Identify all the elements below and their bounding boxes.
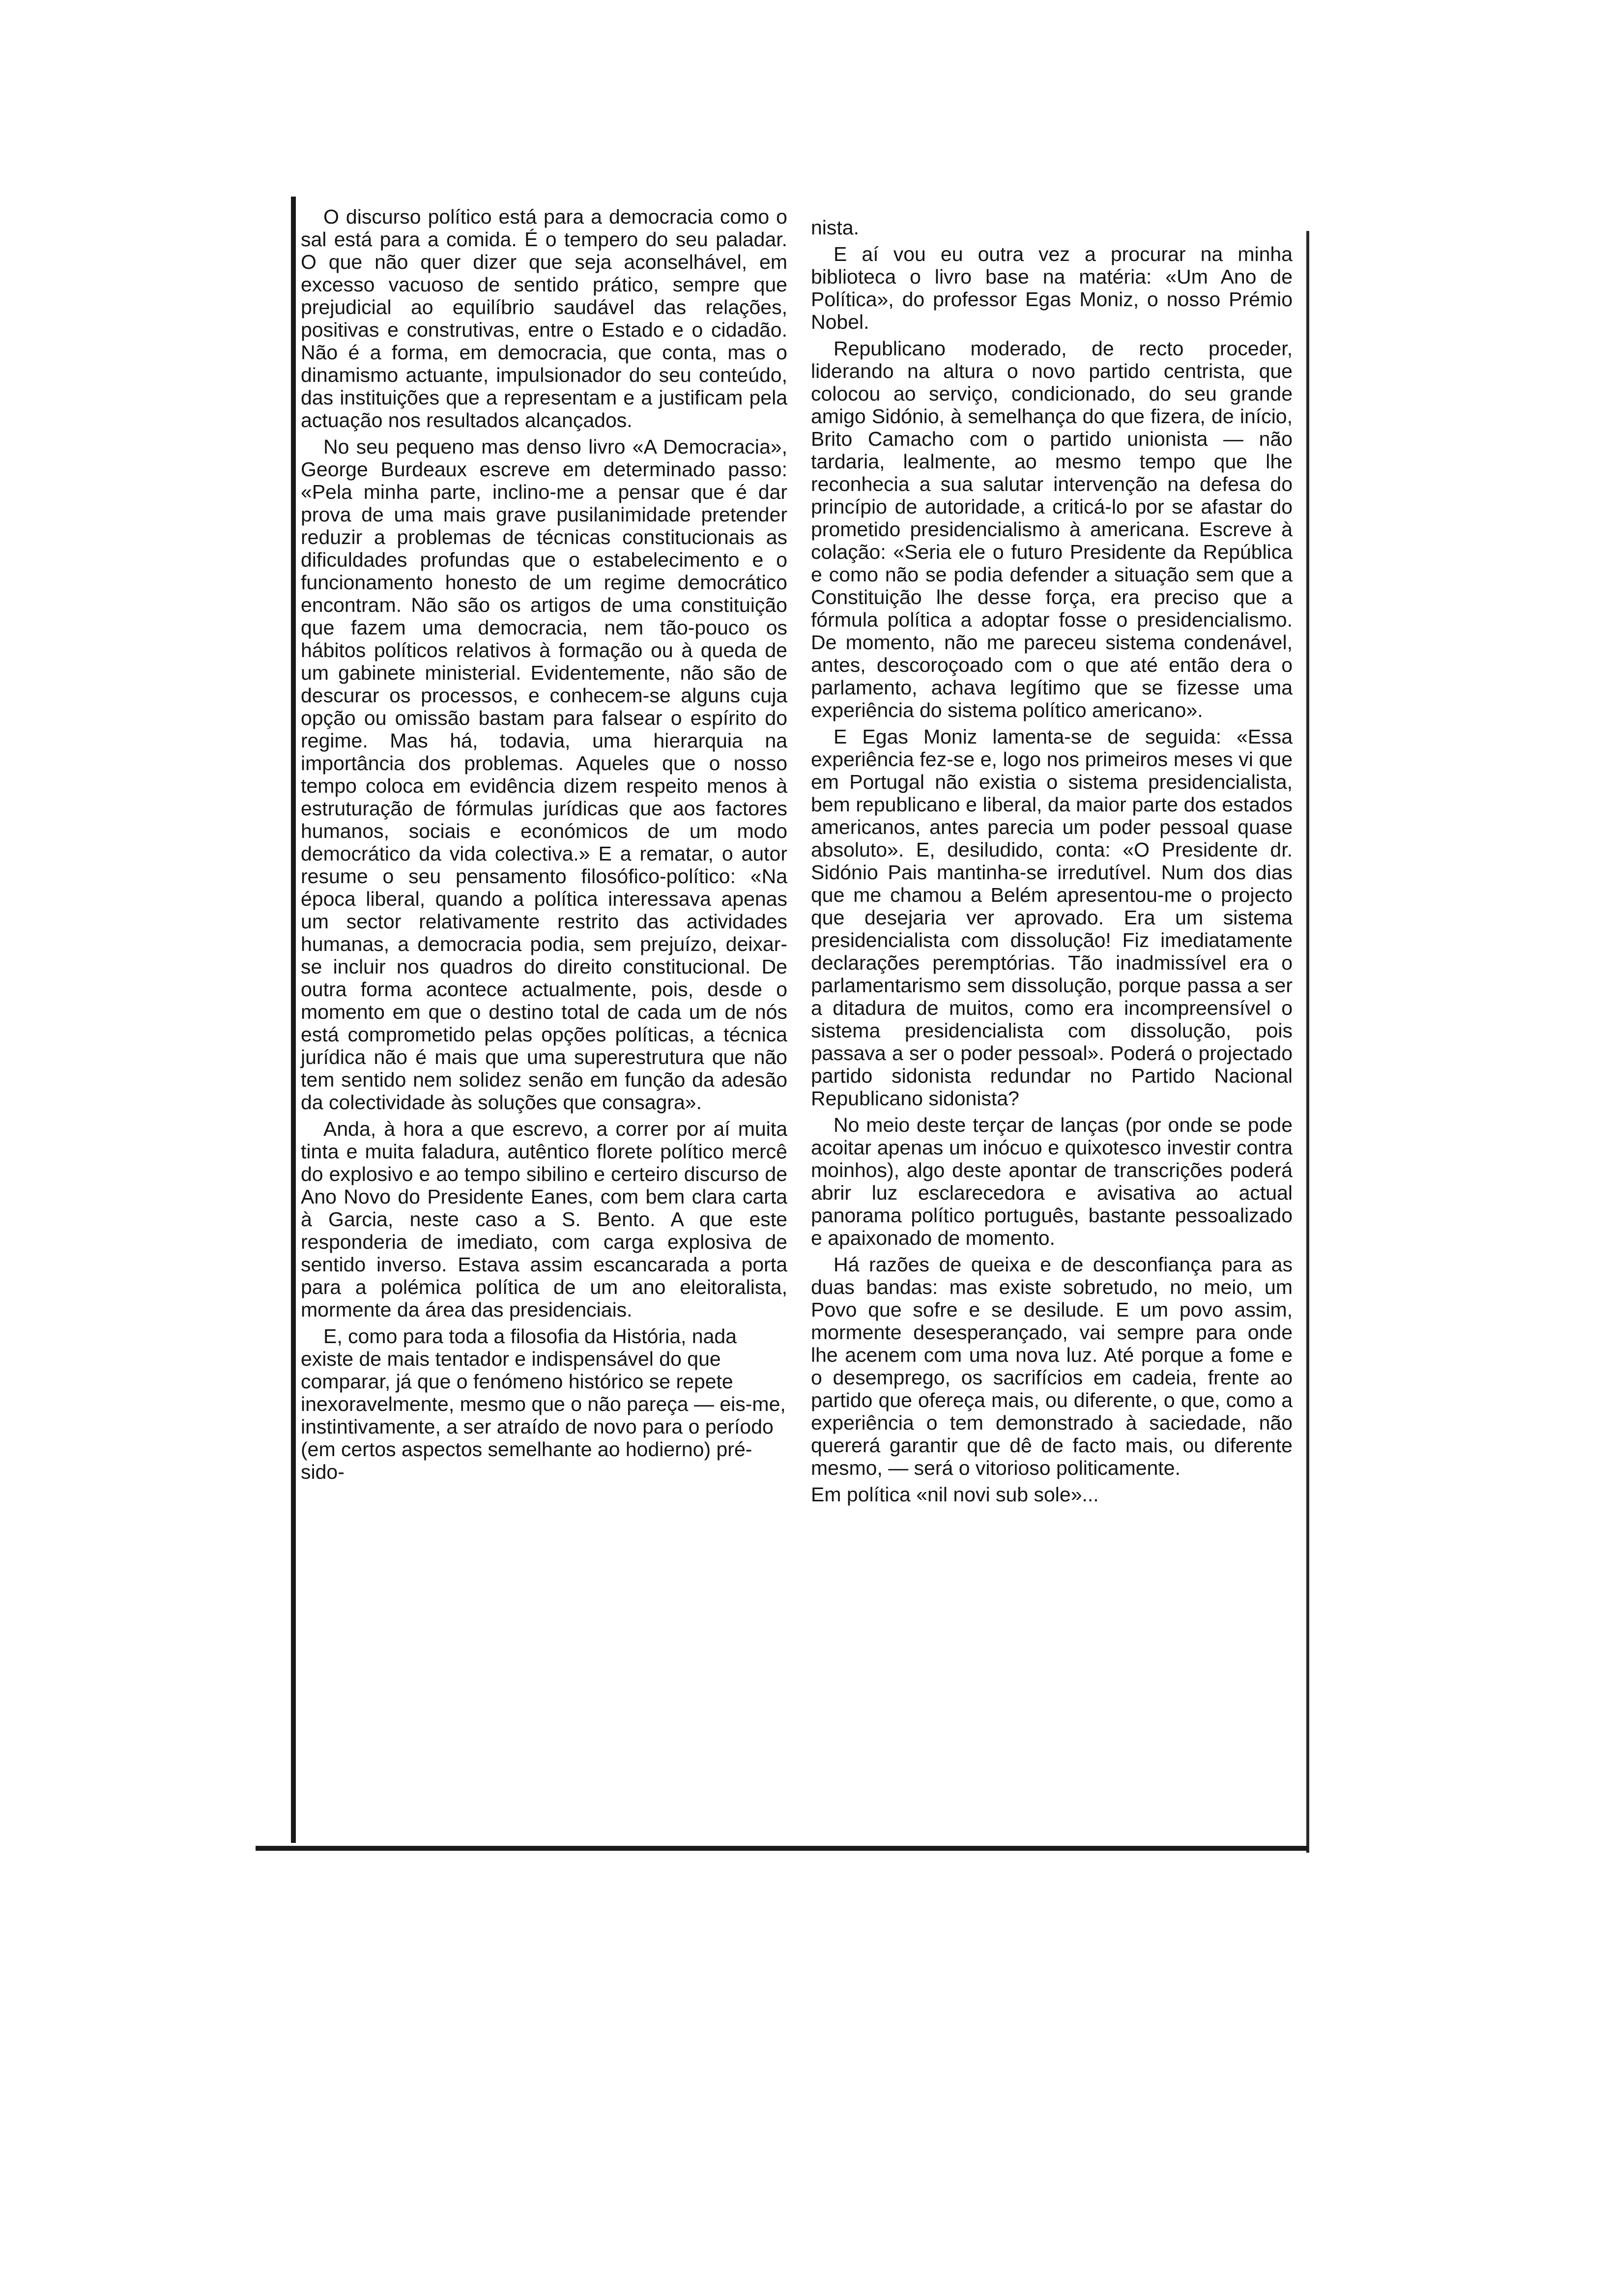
closing-line: Em política «nil novi sub sole»... bbox=[811, 1483, 1099, 1506]
right-text-column bbox=[811, 216, 1293, 1510]
bottom-border-rule bbox=[256, 1846, 1308, 1851]
paragraph: O discurso político está para a democracia como o sal está para a comida. É o tempero do seu paladar. O que não quer dizer que seja aconselhável, em excesso vacuoso de sentido prático, sempre que prejudicial ao equilíbrio saudável das relações, positivas e construtivas, entre o Estado e o cidadão. Não é a forma, em democracia, que conta, mas o dinamismo actuante, impulsionador do seu conteúdo, das instituições que a representam e a justificam pela actuação nos resultados alcançados. bbox=[301, 205, 787, 431]
left-text-column bbox=[301, 205, 787, 1487]
paragraph: Anda, à hora a que escrevo, a correr por aí muita tinta e muita faladura, autêntico florete político mercê do explosivo e ao tempo sibilino e certeiro discurso de Ano Novo do Presidente Eanes, com bem clara carta à Garcia, neste caso a S. Bento. A que este responderia de imediato, com carga explosiva de sentido inverso. Estava assim escancarada a porta para a polémica política de um ano eleitoralista, mormente da área das presidenciais. bbox=[301, 1118, 787, 1321]
paragraph: Republicano moderado, de recto proceder, liderando na altura o novo partido centrista, que colocou ao serviço, condicionado, do seu grande amigo Sidónio, à semelhança do que fizera, de início, Brito Camacho com o partido unionista — não tardaria, lealmente, ao mesmo tempo que lhe reconhecia a sua salutar intervenção na defesa do princípio de autoridade, a criticá-lo por se afastar do prometido presidencialismo à americana. Escreve à colação: «Seria ele o futuro Presidente da República e como não se podia defender a situação sem que a Constituição lhe desse força, era preciso que a fórmula política a adoptar fosse o presidencialismo. De momento, não me pareceu sistema condenável, antes, descoroçoado com o que até então dera o parlamento, achava legítimo que se fizesse uma experiência do sistema político americano». bbox=[811, 337, 1293, 721]
paragraph: E, como para toda a filosofia da História, nada existe de mais tentador e indispensável do que comparar, já que o fenómeno histórico se repete inexoravelmente, mesmo que o não pareça — eis-me, instintivamente, a ser atraído de novo para o período (em certos aspectos semelhante ao hodierno) pré-sido- bbox=[301, 1325, 786, 1483]
paragraph: E Egas Moniz lamenta-se de seguida: «Essa experiência fez-se e, logo nos primeiros meses vi que em Portugal não existia o sistema presidencialista, bem republicano e liberal, da maior parte dos estados americanos, antes parecia um poder pessoal quase absoluto». E, desiludido, conta: «O Presidente dr. Sidónio Pais mantinha-se irredutível. Num dos dias que me chamou a Belém apresentou-me o projecto que desejaria ver aprovado. Era um sistema presidencialista com dissolução! Fiz imediatamente declarações peremptórias. Tão inadmissível era o parlamentarismo sem dissolução, porque passa a ser a ditadura de muitos, como era incompreensível o sistema presidencialista com dissolução, pois passava a ser o poder pessoal». Poderá o projectado partido sidonista redundar no Partido Nacional Republicano sidonista? bbox=[811, 725, 1293, 1110]
paragraph: Há razões de queixa e de desconfiança para as duas bandas: mas existe sobretudo, no meio, um Povo que sofre e se desilude. E um povo assim, mormente desesperançado, vai sempre para onde lhe acenem com uma nova luz. Até porque a fome e o desemprego, os sacrifícios em cadeia, frente ao partido que ofereça mais, ou diferente, o que, como a experiência o tem demonstrado à saciedade, não quererá garantir que dê de facto mais, ou diferente mesmo, — será o vitorioso politicamente. bbox=[811, 1253, 1293, 1479]
paragraph: nista. bbox=[811, 216, 859, 239]
right-border-rule bbox=[1306, 231, 1309, 1853]
paragraph: No meio deste terçar de lanças (por onde se pode acoitar apenas um inócuo e quixotesco investir contra moinhos), algo deste apontar de transcrições poderá abrir luz esclarecedora e avisativa ao actual panorama político português, bastante pessoalizado e apaixonado de momento. bbox=[811, 1114, 1293, 1249]
left-border-rule bbox=[291, 197, 296, 1843]
paragraph: E aí vou eu outra vez a procurar na minha biblioteca o livro base na matéria: «Um Ano de Política», do professor Egas Moniz, o nosso Prémio Nobel. bbox=[811, 243, 1293, 333]
paragraph: No seu pequeno mas denso livro «A Democracia», George Burdeaux escreve em determinado passo: «Pela minha parte, inclino-me a pensar que é dar prova de uma mais grave pusilanimidade pretender reduzir a problemas de técnicas constitucionais as dificuldades profundas que o estabelecimento e o funcionamento honesto de um regime democrático encontram. Não são os artigos de uma constituição que fazem uma democracia, nem tão-pouco os hábitos políticos relativos à formação ou à queda de um gabinete ministerial. Evidentemente, não são de descurar os processos, e conhecem-se alguns cuja opção ou omissão bastam para falsear o espírito do regime. Mas há, todavia, uma hierarquia na importância dos problemas. Aqueles que o nosso tempo coloca em evidência dizem respeito menos à estruturação de fórmulas jurídicas que aos factores humanos, sociais e económicos de um modo democrático da vida colectiva.» E a rematar, o autor resume o seu pensamento filosófico-político: «Na época liberal, quando a política interessava apenas um sector relativamente restrito das actividades humanas, a democracia podia, sem prejuízo, deixar-se incluir nos quadros do direito constitucional. De outra forma acontece actualmente, pois, desde o momento em que o destino total de cada um de nós está comprometido pelas opções políticas, a técnica jurídica não é mais que uma superestrutura que não tem sentido nem solidez senão em função da adesão da colectividade às soluções que consagra». bbox=[301, 435, 787, 1114]
